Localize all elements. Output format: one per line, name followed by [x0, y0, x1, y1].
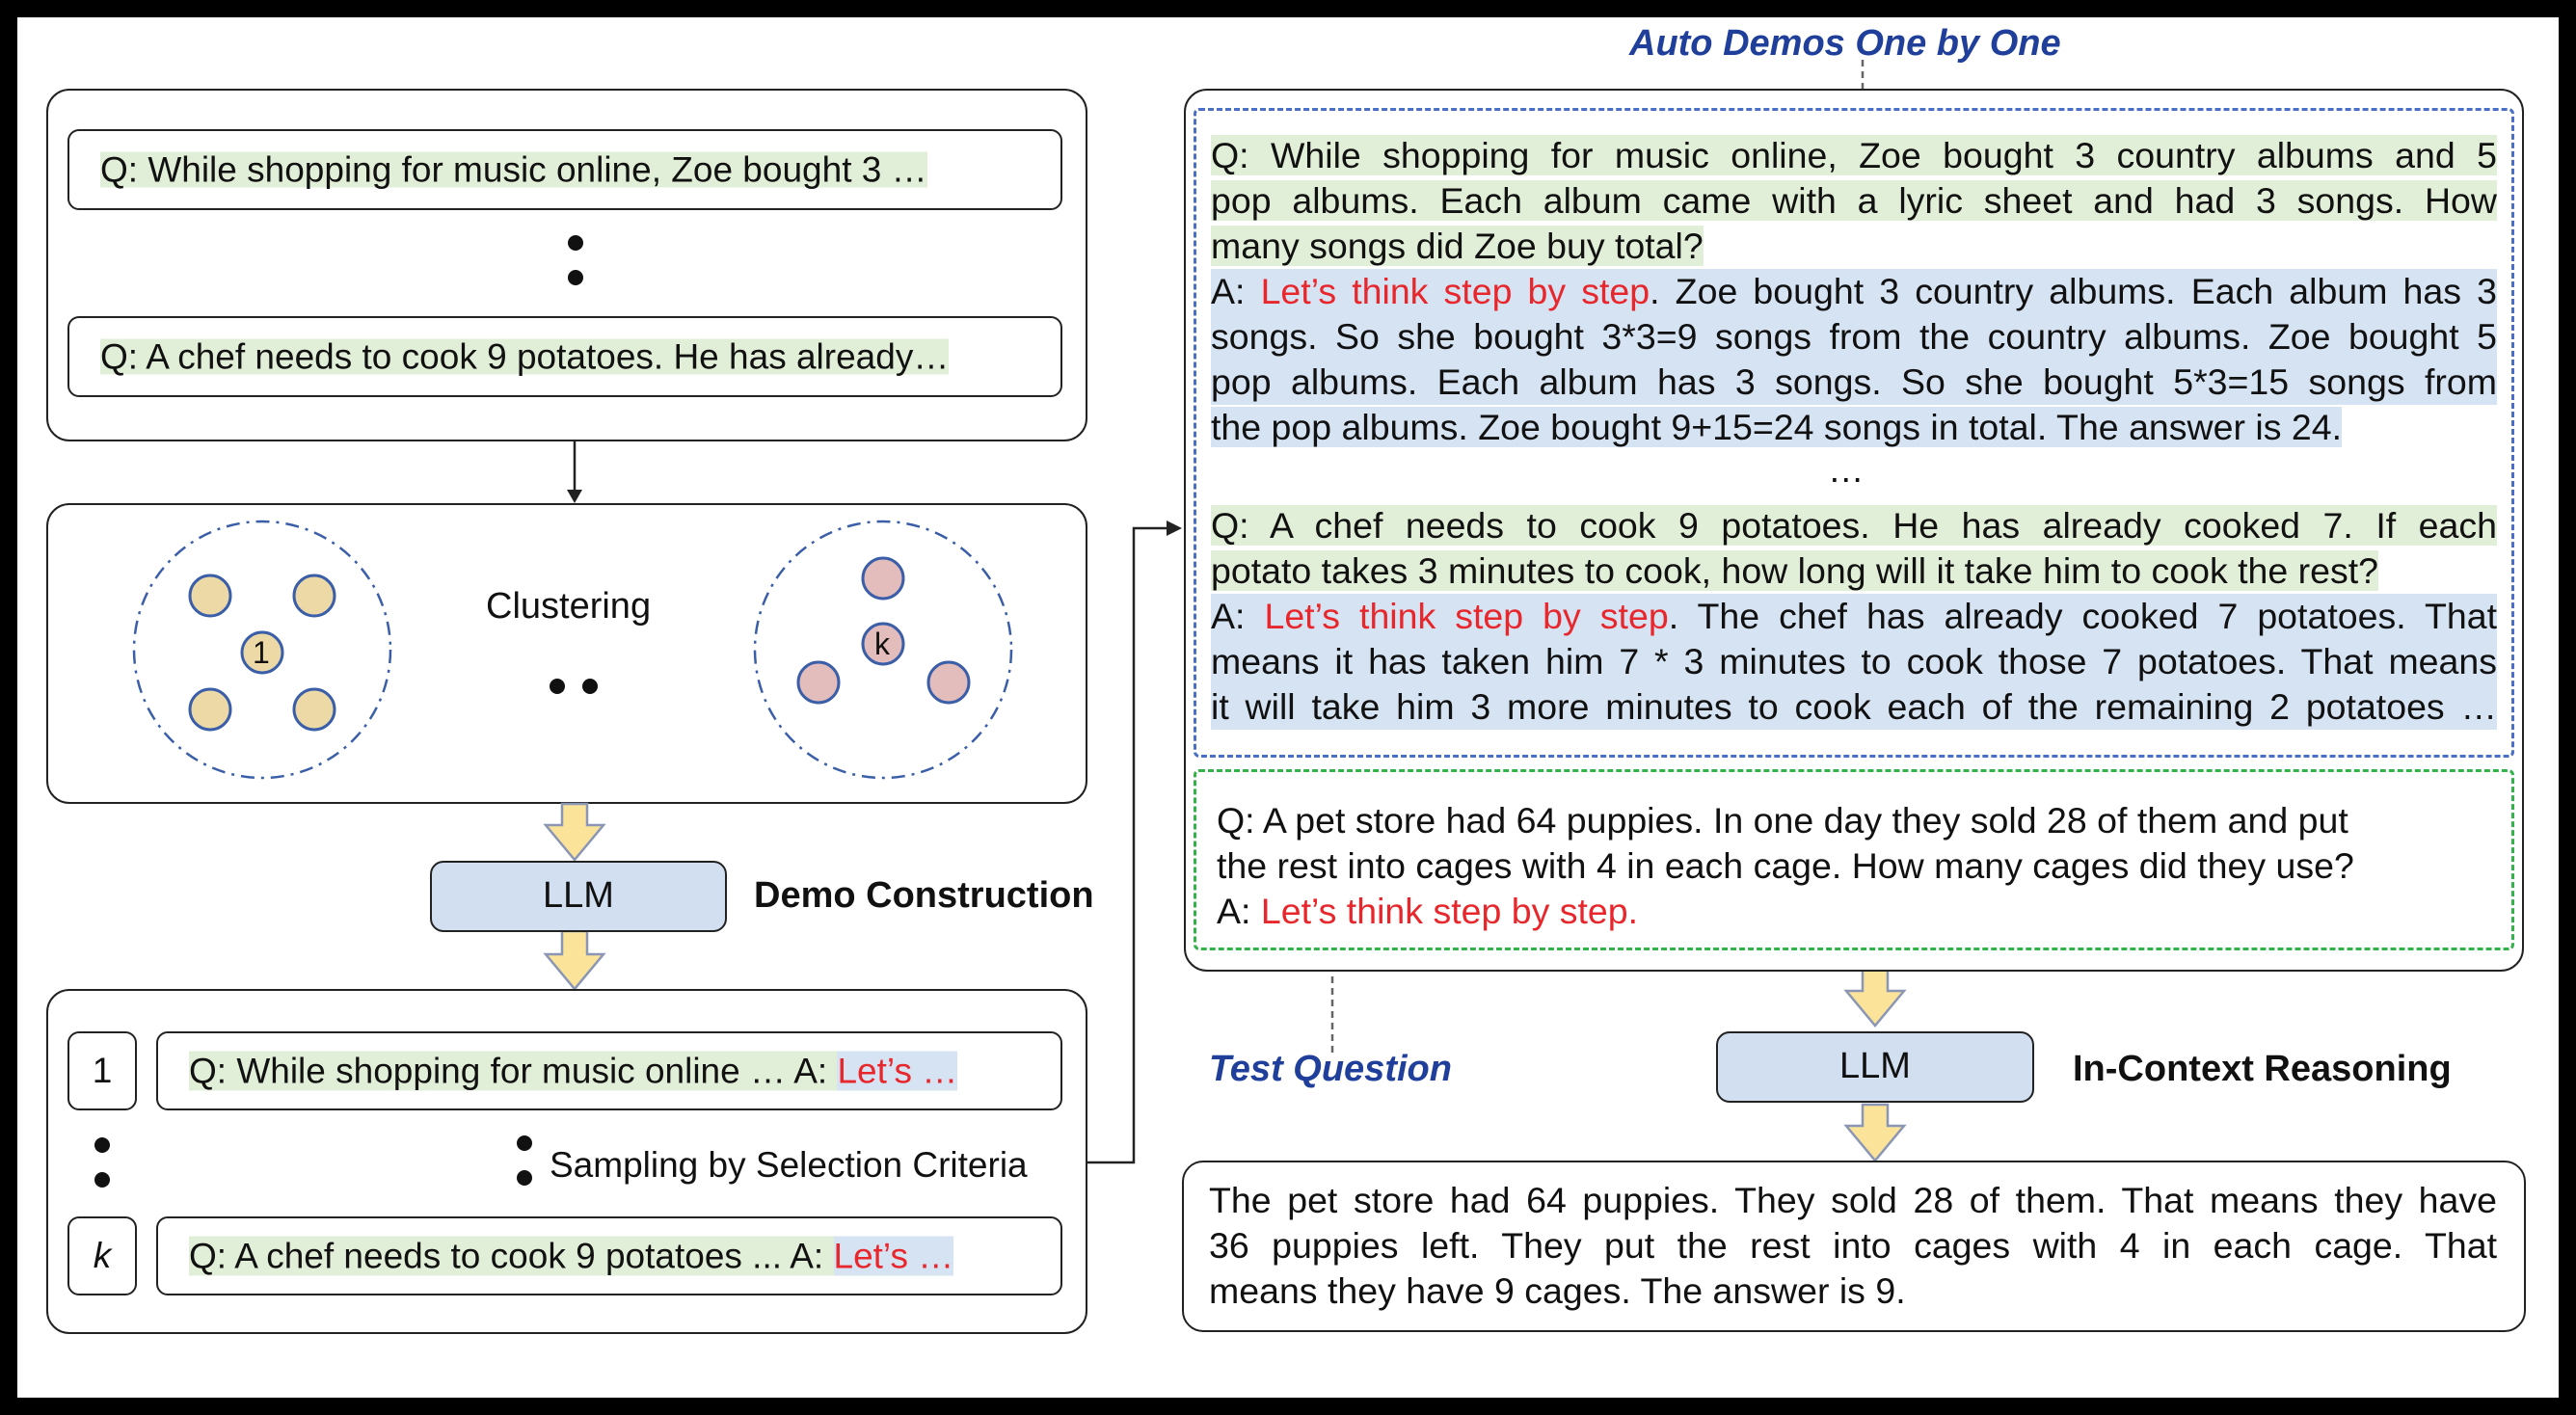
- ellipsis-dot: [517, 1170, 532, 1186]
- test-question-line: Q: A pet store had 64 puppies. In one day they sold 28 of them and put: [1217, 800, 2348, 841]
- ellipsis-dot: [582, 679, 598, 694]
- sample-row-1-question: Q: While shopping for music online … A:: [189, 1051, 838, 1091]
- demo1-answer-line: . Zoe bought 3 country albums. Each album has 3: [1650, 271, 2497, 311]
- clustering-label: Clustering: [486, 586, 652, 627]
- ellipsis-dot: [94, 1137, 110, 1153]
- sampling-label: Sampling by Selection Criteria: [550, 1145, 1028, 1185]
- flow-arrowhead: [567, 490, 582, 503]
- cluster-1-point: [294, 689, 335, 730]
- demo1-question-line: Q: While shopping for music online, Zoe bought 3 country albums and 5: [1211, 135, 2497, 175]
- fat-arrow-to-llm: [546, 804, 604, 860]
- sample-row-1-trigger: Let’s …: [837, 1051, 958, 1091]
- demo2-question-line: potato takes 3 minutes to cook, how long will it take him to cook the rest?: [1211, 550, 2379, 591]
- ellipsis-dot: [550, 679, 565, 694]
- demo1-answer-line: songs. So she bought 3*3=9 songs from the country albums. Zoe bought 5: [1211, 316, 2497, 357]
- demo2-answer-prefix: A:: [1211, 596, 1265, 636]
- output-line: means they have 9 cages. The answer is 9.: [1209, 1270, 1906, 1311]
- question-1-text: Q: While shopping for music online, Zoe bought 3 …: [100, 149, 927, 190]
- test-question-label: Test Question: [1209, 1049, 1452, 1089]
- in-context-reasoning-title: In-Context Reasoning: [2073, 1049, 2452, 1089]
- ellipsis-dot: [94, 1172, 110, 1188]
- sample-index-1-text: 1: [92, 1051, 113, 1090]
- sample-row-k-question: Q: A chef needs to cook 9 potatoes ... A:: [189, 1236, 834, 1276]
- cluster-k-point: [863, 558, 903, 599]
- test-trigger: Let’s think step by step.: [1260, 891, 1639, 931]
- test-question-line: the rest into cages with 4 in each cage. How many cages did they use?: [1217, 845, 2354, 886]
- question-2-text: Q: A chef needs to cook 9 potatoes. He has already…: [100, 336, 950, 377]
- fat-arrow-from-llm-right: [1846, 1105, 1904, 1161]
- demos-text: [1211, 133, 2497, 750]
- sample-row-k-trigger: Let’s …: [833, 1236, 954, 1276]
- cluster-1-point: [190, 575, 230, 616]
- connector-sampling-to-demos: [1087, 528, 1168, 1162]
- demos-ellipsis: …: [1828, 449, 1865, 490]
- sample-index-k: [67, 1216, 137, 1295]
- cluster-1-point: [190, 689, 230, 730]
- sample-index-k-text: k: [93, 1236, 112, 1275]
- cluster-k-point: [928, 662, 969, 703]
- sample-index-1: [67, 1031, 137, 1110]
- sample-row-k-text: [189, 1236, 954, 1276]
- fat-arrow-to-llm-right: [1846, 970, 1904, 1026]
- ellipsis-dot: [517, 1135, 532, 1151]
- fat-arrow-from-llm: [546, 931, 604, 989]
- llm-label: LLM: [543, 875, 614, 916]
- demo2-answer-line: means it has taken him 7 * 3 minutes to cook those 7 potatoes. That means: [1211, 641, 2497, 681]
- demo1-trigger: Let’s think step by step: [1260, 271, 1650, 311]
- cluster-1-point: [294, 575, 335, 616]
- demo1-answer-prefix: A:: [1211, 271, 1261, 311]
- output-text: [1209, 1178, 2497, 1317]
- test-text: [1217, 798, 2489, 943]
- demo1-answer-line: the pop albums. Zoe bought 9+15=24 songs in total. The answer is 24.: [1211, 407, 2343, 447]
- llm-reasoning: [1716, 1031, 2034, 1103]
- output-line: The pet store had 64 puppies. They sold 28 of them. That means they have: [1209, 1180, 2497, 1220]
- demo2-answer-line: it will take him 3 more minutes to cook each of the remaining 2 potatoes …: [1211, 686, 2497, 727]
- sample-row-1-text: [189, 1051, 958, 1091]
- cluster-k-label: k: [874, 627, 890, 661]
- sample-row-k: [156, 1216, 1062, 1295]
- demo1-answer-line: pop albums. Each album has 3 songs. So she bought 5*3=15 songs from: [1211, 361, 2497, 402]
- llm-demo-construction: [430, 861, 727, 932]
- auto-demos-title: Auto Demos One by One: [1629, 23, 2061, 64]
- demo2-trigger: Let’s think step by step: [1264, 596, 1669, 636]
- demo1-question-line: many songs did Zoe buy total?: [1211, 226, 1704, 266]
- output-line: 36 puppies left. They put the rest into cages with 4 in each cage. That: [1209, 1225, 2497, 1266]
- cluster-k-point: [798, 662, 839, 703]
- sample-row-1: [156, 1031, 1062, 1110]
- connector-arrowhead: [1167, 521, 1182, 536]
- demo1-question-line: pop albums. Each album came with a lyric sheet and had 3 songs. How: [1211, 180, 2497, 221]
- llm-label: LLM: [1839, 1046, 1911, 1086]
- cluster-1-label: 1: [253, 635, 270, 670]
- demo2-question-line: Q: A chef needs to cook 9 potatoes. He has already cooked 7. If each: [1211, 505, 2497, 546]
- demo2-answer-line: . The chef has already cooked 7 potatoes. That: [1668, 596, 2497, 636]
- test-answer-prefix: A:: [1217, 891, 1261, 931]
- demo-construction-title: Demo Construction: [754, 875, 1094, 916]
